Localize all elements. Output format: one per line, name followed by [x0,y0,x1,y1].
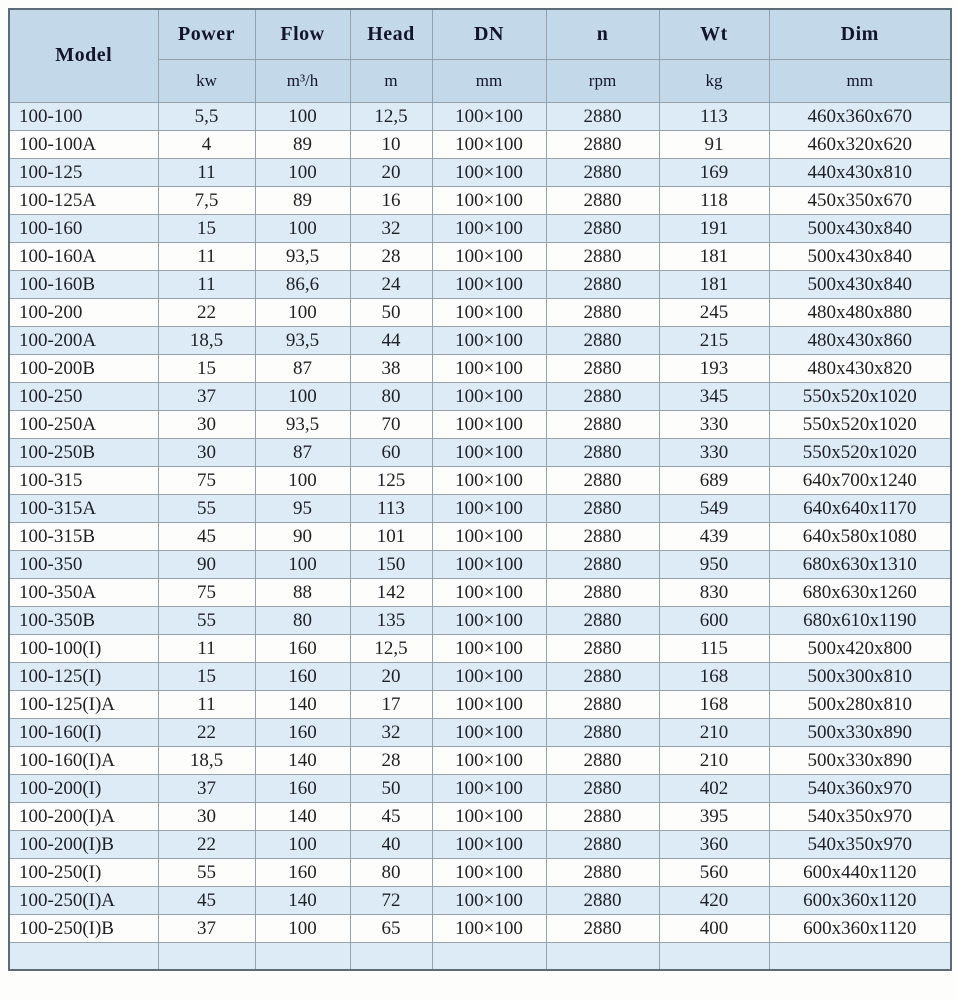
cell-head: 125 [350,466,432,494]
cell-power: 18,5 [158,746,255,774]
cell-model: 100-200(I)A [9,802,158,830]
cell-flow: 100 [255,158,350,186]
table-row [9,858,951,886]
cell-n: 2880 [546,886,659,914]
cell-model: 100-160(I)A [9,746,158,774]
cell-head: 65 [350,914,432,942]
cell-dim: 680x610x1190 [769,606,951,634]
header-cell-dn: DN [432,9,546,59]
cell-wt: 168 [659,662,769,690]
cell-power: 37 [158,382,255,410]
table-row [9,354,951,382]
cell-wt: 215 [659,326,769,354]
cell-dim: 480x430x860 [769,326,951,354]
cell-flow: 160 [255,662,350,690]
cell-power: 90 [158,550,255,578]
cell-model: 100-125A [9,186,158,214]
cell-head: 60 [350,438,432,466]
header-cell-power: Power [158,9,255,59]
cell-head: 32 [350,718,432,746]
unit-cell-dim: mm [769,59,951,102]
cell-n: 2880 [546,830,659,858]
table-body [9,102,951,970]
cell-flow: 80 [255,606,350,634]
cell-power: 18,5 [158,326,255,354]
cell-dim: 450x350x670 [769,186,951,214]
table-row [9,242,951,270]
table-row [9,102,951,130]
cell-head: 20 [350,662,432,690]
unit-cell-head: m [350,59,432,102]
cell-model: 100-125(I) [9,662,158,690]
cell-model: 100-100 [9,102,158,130]
cell-head: 28 [350,746,432,774]
cell-empty [9,942,158,970]
cell-dn: 100×100 [432,718,546,746]
header-row-labels [9,9,951,59]
cell-head: 80 [350,858,432,886]
cell-wt: 549 [659,494,769,522]
cell-power: 11 [158,158,255,186]
cell-dim: 640x700x1240 [769,466,951,494]
cell-head: 38 [350,354,432,382]
cell-power: 55 [158,606,255,634]
cell-model: 100-250A [9,410,158,438]
table-row [9,634,951,662]
cell-n: 2880 [546,130,659,158]
table-row [9,214,951,242]
cell-dn: 100×100 [432,550,546,578]
table-row [9,690,951,718]
cell-n: 2880 [546,242,659,270]
cell-head: 113 [350,494,432,522]
cell-n: 2880 [546,774,659,802]
cell-dim: 550x520x1020 [769,382,951,410]
header-cell-flow: Flow [255,9,350,59]
cell-n: 2880 [546,438,659,466]
header-cell-dim: Dim [769,9,951,59]
cell-head: 12,5 [350,634,432,662]
cell-model: 100-250(I)B [9,914,158,942]
cell-wt: 168 [659,690,769,718]
cell-head: 135 [350,606,432,634]
header-cell-n: n [546,9,659,59]
table-row [9,606,951,634]
cell-dn: 100×100 [432,382,546,410]
cell-n: 2880 [546,494,659,522]
cell-empty [769,942,951,970]
cell-dn: 100×100 [432,158,546,186]
cell-n: 2880 [546,550,659,578]
cell-empty [158,942,255,970]
unit-cell-wt: kg [659,59,769,102]
table-row [9,410,951,438]
cell-dn: 100×100 [432,746,546,774]
cell-model: 100-200 [9,298,158,326]
cell-flow: 100 [255,830,350,858]
cell-power: 37 [158,774,255,802]
cell-head: 150 [350,550,432,578]
cell-dn: 100×100 [432,242,546,270]
cell-dn: 100×100 [432,298,546,326]
cell-model: 100-315B [9,522,158,550]
cell-power: 15 [158,214,255,242]
table-row [9,382,951,410]
table-row [9,186,951,214]
cell-wt: 689 [659,466,769,494]
cell-model: 100-160 [9,214,158,242]
cell-n: 2880 [546,270,659,298]
header-cell-head: Head [350,9,432,59]
cell-dim: 500x430x840 [769,214,951,242]
cell-dn: 100×100 [432,662,546,690]
cell-power: 22 [158,830,255,858]
cell-dim: 540x350x970 [769,802,951,830]
cell-head: 101 [350,522,432,550]
cell-n: 2880 [546,102,659,130]
cell-flow: 89 [255,186,350,214]
cell-flow: 88 [255,578,350,606]
cell-head: 50 [350,774,432,802]
cell-n: 2880 [546,662,659,690]
cell-dn: 100×100 [432,494,546,522]
cell-head: 142 [350,578,432,606]
cell-model: 100-250(I)A [9,886,158,914]
cell-dim: 500x280x810 [769,690,951,718]
cell-wt: 330 [659,438,769,466]
cell-wt: 245 [659,298,769,326]
cell-wt: 402 [659,774,769,802]
cell-flow: 100 [255,382,350,410]
cell-flow: 160 [255,634,350,662]
cell-head: 16 [350,186,432,214]
cell-dn: 100×100 [432,774,546,802]
cell-power: 45 [158,886,255,914]
cell-dim: 460x360x670 [769,102,951,130]
cell-power: 30 [158,410,255,438]
table-row [9,802,951,830]
unit-cell-n: rpm [546,59,659,102]
cell-dn: 100×100 [432,522,546,550]
cell-model: 100-250(I) [9,858,158,886]
cell-empty [350,942,432,970]
cell-power: 7,5 [158,186,255,214]
cell-n: 2880 [546,914,659,942]
cell-dim: 550x520x1020 [769,410,951,438]
cell-dn: 100×100 [432,326,546,354]
cell-head: 24 [350,270,432,298]
cell-dim: 680x630x1310 [769,550,951,578]
cell-wt: 345 [659,382,769,410]
cell-power: 75 [158,578,255,606]
cell-flow: 93,5 [255,242,350,270]
cell-dim: 500x430x840 [769,270,951,298]
cell-flow: 93,5 [255,326,350,354]
cell-flow: 160 [255,718,350,746]
cell-model: 100-160A [9,242,158,270]
cell-model: 100-350B [9,606,158,634]
cell-model: 100-200(I) [9,774,158,802]
cell-empty [546,942,659,970]
cell-wt: 830 [659,578,769,606]
cell-flow: 90 [255,522,350,550]
cell-n: 2880 [546,690,659,718]
cell-flow: 89 [255,130,350,158]
cell-power: 4 [158,130,255,158]
cell-n: 2880 [546,718,659,746]
cell-power: 15 [158,354,255,382]
cell-power: 5,5 [158,102,255,130]
cell-dim: 480x480x880 [769,298,951,326]
cell-dn: 100×100 [432,186,546,214]
cell-flow: 160 [255,858,350,886]
cell-flow: 100 [255,550,350,578]
cell-n: 2880 [546,214,659,242]
cell-wt: 118 [659,186,769,214]
cell-dn: 100×100 [432,102,546,130]
cell-head: 17 [350,690,432,718]
cell-flow: 100 [255,298,350,326]
cell-wt: 360 [659,830,769,858]
table-row [9,746,951,774]
cell-dn: 100×100 [432,354,546,382]
cell-power: 11 [158,690,255,718]
cell-power: 15 [158,662,255,690]
cell-model: 100-125 [9,158,158,186]
cell-n: 2880 [546,186,659,214]
cell-dim: 600x360x1120 [769,886,951,914]
cell-dim: 600x360x1120 [769,914,951,942]
cell-empty [255,942,350,970]
header-cell-model: Model [9,9,158,102]
table-row [9,830,951,858]
cell-head: 12,5 [350,102,432,130]
cell-head: 70 [350,410,432,438]
cell-wt: 91 [659,130,769,158]
cell-n: 2880 [546,354,659,382]
table-row [9,662,951,690]
cell-dim: 460x320x620 [769,130,951,158]
cell-wt: 210 [659,746,769,774]
table-header [9,9,951,102]
table-row [9,438,951,466]
cell-flow: 100 [255,102,350,130]
cell-wt: 439 [659,522,769,550]
cell-model: 100-200B [9,354,158,382]
cell-head: 45 [350,802,432,830]
cell-power: 55 [158,494,255,522]
cell-dim: 640x640x1170 [769,494,951,522]
cell-wt: 560 [659,858,769,886]
cell-model: 100-125(I)A [9,690,158,718]
cell-n: 2880 [546,578,659,606]
cell-dn: 100×100 [432,830,546,858]
cell-dim: 550x520x1020 [769,438,951,466]
cell-dim: 540x350x970 [769,830,951,858]
cell-dn: 100×100 [432,858,546,886]
cell-head: 10 [350,130,432,158]
cell-flow: 140 [255,886,350,914]
table-row [9,774,951,802]
pump-spec-table [8,8,952,971]
cell-flow: 87 [255,438,350,466]
cell-head: 44 [350,326,432,354]
cell-n: 2880 [546,746,659,774]
cell-power: 22 [158,718,255,746]
cell-wt: 400 [659,914,769,942]
cell-model: 100-350 [9,550,158,578]
cell-wt: 115 [659,634,769,662]
table-row-partial [9,942,951,970]
cell-power: 22 [158,298,255,326]
cell-power: 30 [158,802,255,830]
cell-wt: 210 [659,718,769,746]
cell-dn: 100×100 [432,914,546,942]
table-row [9,270,951,298]
table-row [9,718,951,746]
cell-head: 50 [350,298,432,326]
cell-head: 80 [350,382,432,410]
cell-dn: 100×100 [432,214,546,242]
unit-cell-dn: mm [432,59,546,102]
cell-dim: 480x430x820 [769,354,951,382]
cell-model: 100-315A [9,494,158,522]
cell-wt: 420 [659,886,769,914]
table-row [9,130,951,158]
table-row [9,914,951,942]
cell-head: 40 [350,830,432,858]
cell-power: 37 [158,914,255,942]
cell-n: 2880 [546,158,659,186]
cell-dn: 100×100 [432,270,546,298]
cell-head: 20 [350,158,432,186]
cell-dim: 500x420x800 [769,634,951,662]
cell-flow: 86,6 [255,270,350,298]
cell-dim: 600x440x1120 [769,858,951,886]
table-row [9,158,951,186]
cell-flow: 140 [255,746,350,774]
cell-wt: 193 [659,354,769,382]
cell-n: 2880 [546,326,659,354]
cell-dim: 640x580x1080 [769,522,951,550]
cell-head: 72 [350,886,432,914]
cell-dn: 100×100 [432,466,546,494]
cell-wt: 950 [659,550,769,578]
cell-head: 28 [350,242,432,270]
cell-dim: 440x430x810 [769,158,951,186]
unit-cell-power: kw [158,59,255,102]
cell-dim: 500x330x890 [769,746,951,774]
cell-model: 100-100A [9,130,158,158]
cell-n: 2880 [546,410,659,438]
table-row [9,550,951,578]
cell-n: 2880 [546,522,659,550]
cell-dim: 500x330x890 [769,718,951,746]
cell-dn: 100×100 [432,438,546,466]
cell-model: 100-250B [9,438,158,466]
cell-power: 75 [158,466,255,494]
cell-dn: 100×100 [432,606,546,634]
cell-model: 100-200A [9,326,158,354]
cell-n: 2880 [546,466,659,494]
cell-dn: 100×100 [432,634,546,662]
cell-model: 100-315 [9,466,158,494]
cell-dn: 100×100 [432,130,546,158]
cell-power: 45 [158,522,255,550]
cell-wt: 181 [659,242,769,270]
table-row [9,578,951,606]
cell-n: 2880 [546,298,659,326]
table-row [9,298,951,326]
cell-model: 100-160(I) [9,718,158,746]
cell-flow: 140 [255,690,350,718]
cell-wt: 113 [659,102,769,130]
cell-wt: 181 [659,270,769,298]
cell-flow: 87 [255,354,350,382]
cell-dim: 500x430x840 [769,242,951,270]
cell-power: 11 [158,270,255,298]
cell-power: 55 [158,858,255,886]
cell-power: 30 [158,438,255,466]
cell-dn: 100×100 [432,690,546,718]
cell-model: 100-250 [9,382,158,410]
cell-dim: 680x630x1260 [769,578,951,606]
cell-flow: 95 [255,494,350,522]
cell-n: 2880 [546,802,659,830]
table-row [9,466,951,494]
cell-head: 32 [350,214,432,242]
header-cell-wt: Wt [659,9,769,59]
cell-n: 2880 [546,382,659,410]
cell-dn: 100×100 [432,410,546,438]
cell-n: 2880 [546,606,659,634]
cell-flow: 140 [255,802,350,830]
cell-flow: 100 [255,466,350,494]
cell-dim: 500x300x810 [769,662,951,690]
cell-wt: 330 [659,410,769,438]
cell-flow: 160 [255,774,350,802]
cell-power: 11 [158,634,255,662]
cell-power: 11 [158,242,255,270]
cell-wt: 395 [659,802,769,830]
cell-flow: 93,5 [255,410,350,438]
table-row [9,326,951,354]
cell-model: 100-100(I) [9,634,158,662]
cell-dn: 100×100 [432,886,546,914]
cell-model: 100-160B [9,270,158,298]
cell-dn: 100×100 [432,578,546,606]
cell-empty [659,942,769,970]
cell-dn: 100×100 [432,802,546,830]
cell-flow: 100 [255,214,350,242]
cell-flow: 100 [255,914,350,942]
cell-wt: 600 [659,606,769,634]
table-row [9,494,951,522]
table-row [9,886,951,914]
cell-dim: 540x360x970 [769,774,951,802]
table-row [9,522,951,550]
cell-wt: 169 [659,158,769,186]
cell-model: 100-350A [9,578,158,606]
cell-empty [432,942,546,970]
cell-wt: 191 [659,214,769,242]
cell-n: 2880 [546,634,659,662]
unit-cell-flow: m³/h [255,59,350,102]
cell-n: 2880 [546,858,659,886]
cell-model: 100-200(I)B [9,830,158,858]
